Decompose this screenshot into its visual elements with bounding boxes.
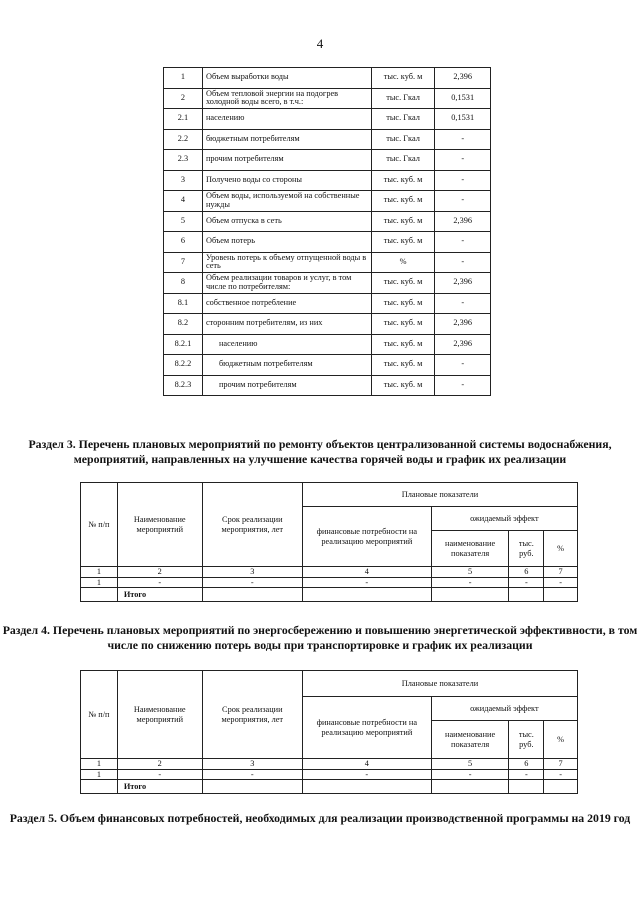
row-name: прочим потребителям — [202, 375, 371, 396]
header-term: Срок реализации мероприятия, лет — [202, 483, 302, 567]
row-name: Объем воды, используемой на собственные нужды — [202, 191, 371, 212]
col-num: 3 — [202, 759, 302, 770]
table-row — [164, 314, 491, 335]
header-pct: % — [544, 531, 578, 567]
table-row — [164, 273, 491, 294]
header-thous: тыс. руб. — [509, 531, 544, 567]
row-value: - — [435, 252, 491, 273]
header-pct: % — [544, 721, 578, 759]
table-row — [164, 109, 491, 130]
row-cell: 1 — [81, 769, 118, 780]
row-unit: тыс. куб. м — [371, 273, 435, 294]
col-num: 6 — [509, 567, 544, 578]
row-cell: - — [509, 577, 544, 588]
table-row — [164, 232, 491, 253]
total-empty — [202, 780, 302, 794]
total-empty — [302, 780, 431, 794]
total-empty — [431, 588, 509, 602]
row-unit: тыс. Гкал — [371, 150, 435, 171]
col-num: 5 — [431, 759, 509, 770]
table-row — [164, 252, 491, 273]
total-empty — [544, 588, 578, 602]
row-number: 5 — [164, 211, 203, 232]
row-unit: тыс. куб. м — [371, 211, 435, 232]
table-row — [164, 375, 491, 396]
total-empty — [202, 588, 302, 602]
header-plan: Плановые показатели — [302, 483, 577, 507]
header-fin: финансовые потребности на реализацию мероприятий — [302, 507, 431, 567]
row-value: - — [435, 232, 491, 253]
total-empty — [81, 780, 118, 794]
row-value: - — [435, 293, 491, 314]
row-value: 2,396 — [435, 314, 491, 335]
total-empty — [431, 780, 509, 794]
row-cell: - — [202, 769, 302, 780]
row-number: 2 — [164, 88, 203, 109]
col-num: 5 — [431, 567, 509, 578]
row-cell: - — [202, 577, 302, 588]
row-unit: тыс. куб. м — [371, 314, 435, 335]
row-name: Объем реализации товаров и услуг, в том числе по потребителям: — [202, 273, 371, 294]
row-value: 2,396 — [435, 211, 491, 232]
table-row — [164, 211, 491, 232]
row-number: 7 — [164, 252, 203, 273]
row-unit: тыс. куб. м — [371, 355, 435, 376]
row-number: 1 — [164, 68, 203, 89]
row-unit: тыс. куб. м — [371, 191, 435, 212]
total-label: Итого — [117, 780, 202, 794]
row-number: 6 — [164, 232, 203, 253]
row-name: Объем потерь — [202, 232, 371, 253]
row-unit: тыс. куб. м — [371, 170, 435, 191]
row-name: Уровень потерь к объему отпущенной воды в сеть — [202, 252, 371, 273]
row-number: 8.1 — [164, 293, 203, 314]
row-value: - — [435, 150, 491, 171]
row-name: Объем выработки воды — [202, 68, 371, 89]
header-term: Срок реализации мероприятия, лет — [202, 671, 302, 759]
row-name: бюджетным потребителям — [202, 355, 371, 376]
header-fin: финансовые потребности на реализацию мероприятий — [302, 697, 431, 759]
row-name: прочим потребителям — [202, 150, 371, 171]
header-name: Наименование мероприятий — [117, 671, 202, 759]
row-name: Объем тепловой энергии на подогрев холодной воды всего, в т.ч.: — [202, 88, 371, 109]
row-number: 3 — [164, 170, 203, 191]
col-num: 4 — [302, 759, 431, 770]
row-cell: 1 — [81, 577, 118, 588]
row-name: населению — [202, 109, 371, 130]
row-number: 8.2.2 — [164, 355, 203, 376]
row-cell: - — [544, 769, 578, 780]
total-empty — [302, 588, 431, 602]
row-unit: тыс. куб. м — [371, 232, 435, 253]
row-value: 2,396 — [435, 68, 491, 89]
header-name: Наименование мероприятий — [117, 483, 202, 567]
table-row — [164, 334, 491, 355]
section-4-table — [80, 670, 578, 794]
section-5-title: Раздел 5. Объем финансовых потребностей, необходимых для реализации производственной программы на 2019 год — [9, 811, 631, 825]
row-unit: тыс. Гкал — [371, 129, 435, 150]
header-num: № п/п — [81, 483, 118, 567]
row-name: Получено воды со стороны — [202, 170, 371, 191]
row-number: 2.3 — [164, 150, 203, 171]
row-value: - — [435, 129, 491, 150]
col-num: 1 — [81, 759, 118, 770]
page-number: 4 — [316, 36, 324, 51]
row-unit: тыс. Гкал — [371, 88, 435, 109]
header-num: № п/п — [81, 671, 118, 759]
row-value: 2,396 — [435, 273, 491, 294]
section-3-title: Раздел 3. Перечень плановых мероприятий по ремонту объектов централизованной системы водоснабжения, мероприятий, направленных на улучшение качества горячей воды и график их реализации — [28, 437, 612, 466]
row-value: 0,1531 — [435, 109, 491, 130]
total-label: Итого — [117, 588, 202, 602]
row-cell: - — [509, 769, 544, 780]
table-row — [164, 170, 491, 191]
row-cell: - — [117, 769, 202, 780]
row-unit: тыс. куб. м — [371, 293, 435, 314]
row-cell: - — [302, 769, 431, 780]
row-number: 2.2 — [164, 129, 203, 150]
table-row — [164, 129, 491, 150]
row-value: - — [435, 355, 491, 376]
total-empty — [81, 588, 118, 602]
table-row — [164, 191, 491, 212]
col-num: 1 — [81, 567, 118, 578]
row-value: 0,1531 — [435, 88, 491, 109]
total-empty — [544, 780, 578, 794]
row-cell: - — [302, 577, 431, 588]
col-num: 7 — [544, 759, 578, 770]
row-unit: тыс. куб. м — [371, 375, 435, 396]
header-effect: ожидаемый эффект — [431, 507, 577, 531]
row-value: - — [435, 191, 491, 212]
col-num: 2 — [117, 567, 202, 578]
header-plan: Плановые показатели — [302, 671, 577, 697]
table-row — [164, 150, 491, 171]
header-thous: тыс. руб. — [509, 721, 544, 759]
row-unit: тыс. куб. м — [371, 334, 435, 355]
col-num: 2 — [117, 759, 202, 770]
row-cell: - — [544, 577, 578, 588]
table-row — [164, 355, 491, 376]
col-num: 4 — [302, 567, 431, 578]
row-name: сторонним потребителям, из них — [202, 314, 371, 335]
header-indicator: наименование показателя — [431, 531, 509, 567]
header-effect: ожидаемый эффект — [431, 697, 577, 721]
row-number: 4 — [164, 191, 203, 212]
row-cell: - — [117, 577, 202, 588]
col-num: 7 — [544, 567, 578, 578]
row-number: 8.2.3 — [164, 375, 203, 396]
col-num: 3 — [202, 567, 302, 578]
row-unit: тыс. куб. м — [371, 68, 435, 89]
section-3-table — [80, 482, 578, 602]
row-name: собственное потребление — [202, 293, 371, 314]
table-row — [164, 88, 491, 109]
row-value: - — [435, 375, 491, 396]
row-name: Объем отпуска в сеть — [202, 211, 371, 232]
row-unit: % — [371, 252, 435, 273]
row-value: 2,396 — [435, 334, 491, 355]
total-empty — [509, 588, 544, 602]
header-indicator: наименование показателя — [431, 721, 509, 759]
col-num: 6 — [509, 759, 544, 770]
row-cell: - — [431, 577, 509, 588]
table-row — [164, 68, 491, 89]
production-table — [163, 67, 491, 396]
row-value: - — [435, 170, 491, 191]
row-number: 8.2 — [164, 314, 203, 335]
section-4-title: Раздел 4. Перечень плановых мероприятий по энергосбережению и повышению энергетической эффективности, в том числе по снижению потерь воды при транспортировке и график их реализации — [2, 623, 638, 652]
row-number: 8 — [164, 273, 203, 294]
row-name: населению — [202, 334, 371, 355]
row-cell: - — [431, 769, 509, 780]
row-name: бюджетным потребителям — [202, 129, 371, 150]
row-number: 8.2.1 — [164, 334, 203, 355]
total-empty — [509, 780, 544, 794]
row-unit: тыс. Гкал — [371, 109, 435, 130]
table-row — [164, 293, 491, 314]
row-number: 2.1 — [164, 109, 203, 130]
